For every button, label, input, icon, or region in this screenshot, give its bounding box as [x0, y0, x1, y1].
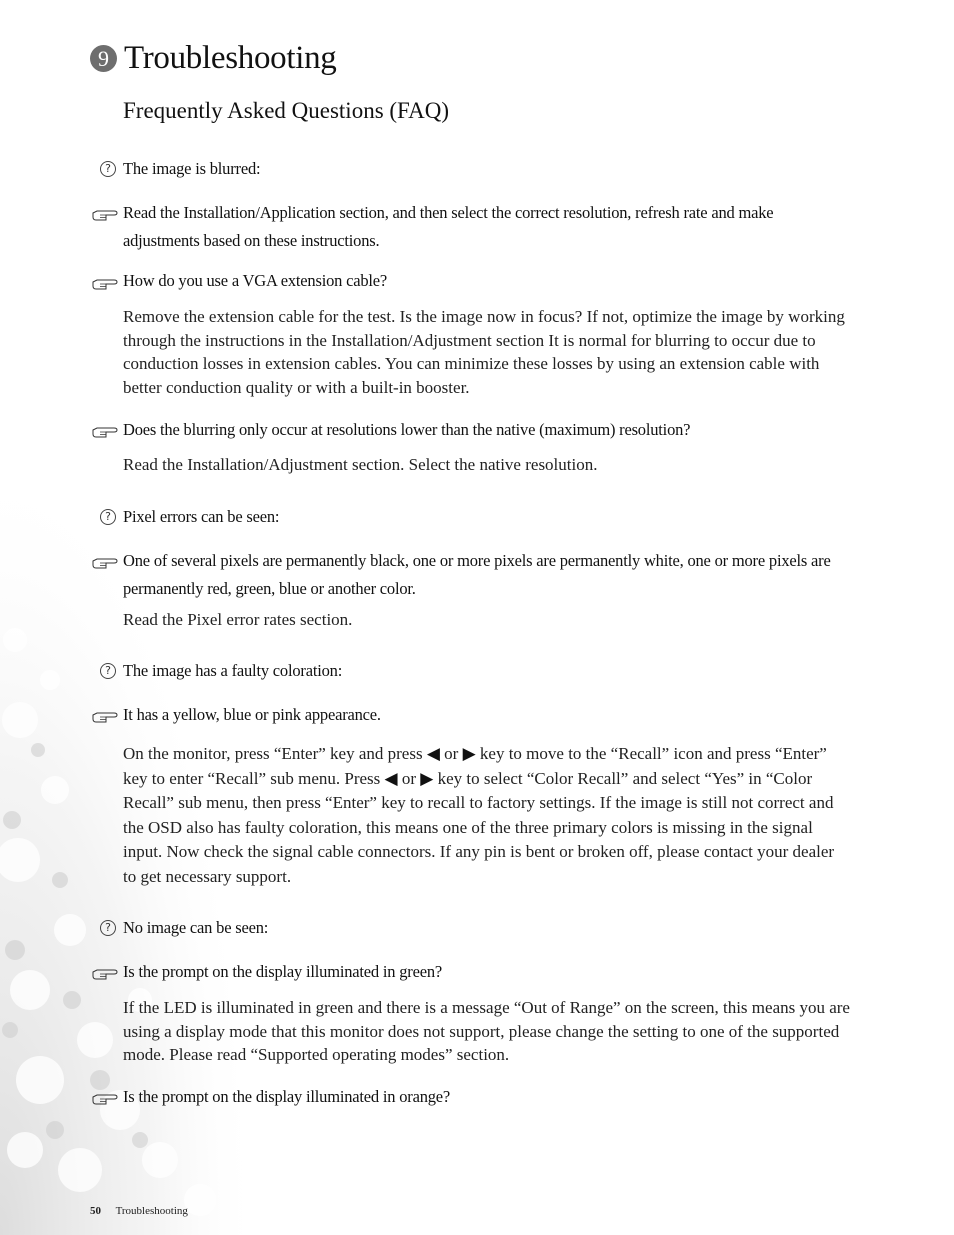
faq-answer-body: Read the Installation/Adjustment section. Select the native resolution. [123, 455, 598, 474]
pointing-hand-icon [92, 709, 119, 724]
faq-answer-heading: Read the Installation/Application section, and then select the correct resolution, refresh rate and make adjustments based on these instructions. [123, 203, 774, 250]
right-arrow-icon: ▶ [462, 744, 476, 764]
chapter-number-badge: 9 [90, 45, 117, 72]
page-footer [90, 1205, 188, 1217]
pointing-hand-icon [92, 207, 119, 222]
section-title: Frequently Asked Questions (FAQ) [123, 98, 450, 123]
faq-subquestion: It has a yellow, blue or pink appearance. [123, 705, 381, 724]
recall-or-2: or [401, 768, 417, 788]
left-arrow-icon: ◀ [426, 744, 440, 764]
question-icon: ? [100, 663, 116, 679]
recall-text-3: key to select “Color Recall” and select “Yes” in “Color Recall” sub menu, then press “Enter” key to recall to factory settings. If the image is still not correct and the OSD also has faulty coloration, this means one of the three primary colors is missing in the signal input. Now check the signal cable connectors. If any pin is bent or broken off, please contact your dealer to get necessary support. [123, 768, 835, 886]
chapter-title: Troubleshooting [124, 40, 337, 76]
recall-or-1: or [444, 744, 459, 763]
pointing-hand-icon [92, 276, 119, 291]
footer-label: Troubleshooting [115, 1205, 188, 1217]
left-arrow-icon: ◀ [384, 768, 398, 789]
pointing-hand-icon [92, 1091, 119, 1106]
recall-text-2: key to move to the “Recall” icon and press “Enter” key to enter “Recall” sub menu. Press [123, 744, 827, 788]
pointing-hand-icon [92, 966, 119, 981]
pointing-hand-icon [92, 424, 119, 439]
faq-subquestion: Does the blurring only occur at resolutions lower than the native (maximum) resolution? [123, 420, 691, 439]
question-icon: ? [100, 161, 116, 177]
page-number: 50 [90, 1205, 101, 1217]
recall-text-1: On the monitor, press “Enter” key and press [123, 744, 423, 763]
faq-answer-body: If the LED is illuminated in green and there is a message “Out of Range” on the screen, this means you are using a display mode that this monitor does not support, please change the setting to one of the supported mode. Please read “Supported operating modes” section. [123, 998, 850, 1064]
question-icon: ? [100, 509, 116, 525]
right-arrow-icon: ▶ [420, 768, 434, 789]
question-icon: ? [100, 920, 116, 936]
faq-question: The image is blurred: [123, 159, 261, 178]
chapter-heading [90, 40, 336, 77]
faq-answer-body: Read the Pixel error rates section. [123, 610, 353, 629]
recall-instructions [123, 742, 851, 889]
faq-answer-heading: One of several pixels are permanently black, one or more pixels are permanently white, one or more pixels are permanently red, green, blue or another color. [123, 551, 831, 598]
faq-subquestion: How do you use a VGA extension cable? [123, 271, 388, 290]
faq-question: Pixel errors can be seen: [123, 507, 280, 526]
faq-question: The image has a faulty coloration: [123, 661, 343, 680]
faq-answer-body: Remove the extension cable for the test. Is the image now in focus? If not, optimize the image by working through the instructions in the Installation/Adjustment section It is normal for blurring to occur due to conduction losses in extension cables. You can minimize these losses by using an extension cable with better conduction quality or with a built-in booster. [123, 307, 845, 397]
faq-question: No image can be seen: [123, 918, 269, 937]
pointing-hand-icon [92, 555, 119, 570]
faq-subquestion: Is the prompt on the display illuminated in orange? [123, 1087, 451, 1106]
faq-subquestion: Is the prompt on the display illuminated in green? [123, 962, 443, 981]
